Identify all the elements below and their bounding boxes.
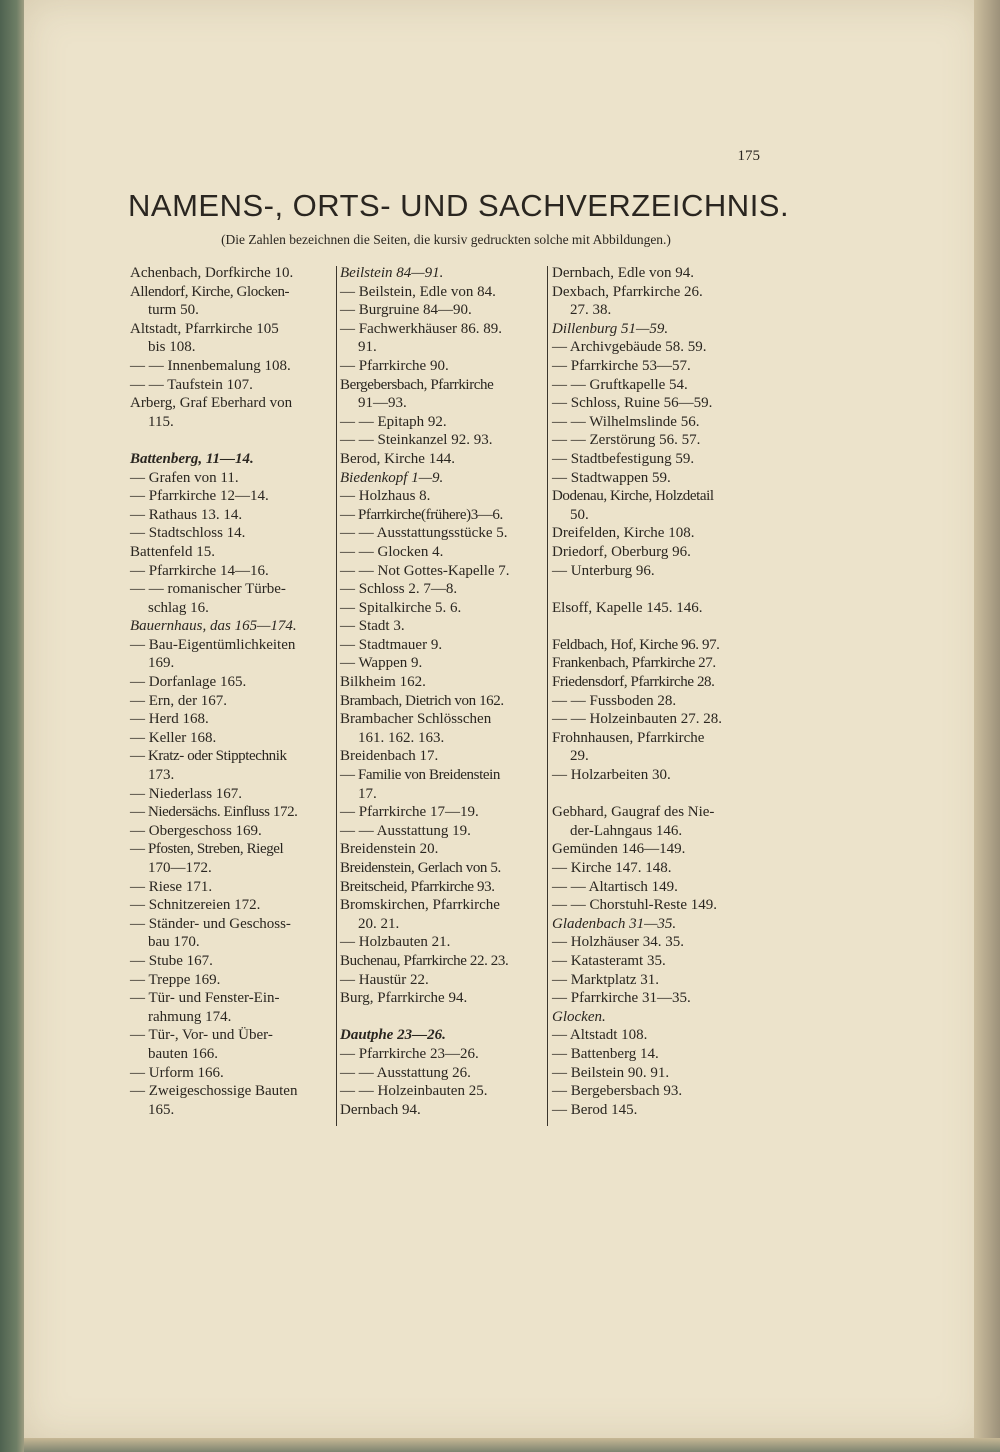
index-entry: Gladenbach 31—35.: [552, 915, 677, 932]
index-entry: — Stadt 3.: [340, 618, 405, 635]
index-entry: — Herd 168.: [130, 711, 209, 728]
index-entry: — Niedersächs. Einfluss 172.: [130, 804, 298, 821]
index-entry: Battenfeld 15.: [130, 543, 215, 560]
index-entry: — — Taufstein 107.: [130, 376, 253, 393]
index-entry: Feldbach, Hof, Kirche 96. 97.: [552, 636, 720, 653]
index-entry: — Familie von Breidenstein: [340, 767, 500, 784]
index-entry: 50.: [570, 506, 589, 523]
index-entry: Gebhard, Gaugraf des Nie-: [552, 804, 715, 821]
index-entry: Glocken.: [552, 1008, 606, 1025]
index-entry: 170—172.: [148, 860, 212, 876]
index-entry: Bromskirchen, Pfarrkirche: [340, 897, 500, 914]
index-entry: Friedensdorf, Pfarrkirche 28.: [552, 674, 715, 691]
index-entry: — — romanischer Türbe-: [130, 581, 286, 598]
index-entry: — — Fussboden 28.: [552, 692, 677, 709]
index-entry: Elsoff, Kapelle 145. 146.: [552, 599, 703, 616]
index-entry: — Pfarrkirche 23—26.: [340, 1045, 479, 1062]
index-entry: 165.: [148, 1101, 175, 1118]
index-entry: — — Not Gottes-Kapelle 7.: [340, 562, 510, 579]
index-entry: turm 50.: [148, 302, 199, 319]
index-entry: — — Steinkanzel 92. 93.: [340, 432, 493, 449]
page-bottom-edge: [24, 1438, 1000, 1452]
index-entry: Dernbach 94.: [340, 1101, 421, 1118]
index-entry: — Pfarrkirche 90.: [340, 357, 449, 374]
index-entry: — Dorfanlage 165.: [130, 674, 247, 691]
index-entry: bis 108.: [148, 339, 196, 356]
index-entry: — Pfarrkirche 53—57.: [552, 357, 691, 374]
index-entry: — Stadtschloss 14.: [130, 525, 246, 542]
index-entry: — — Ausstattungsstücke 5.: [340, 525, 508, 542]
index-entry: Gemünden 146—149.: [552, 841, 686, 858]
index-entry: — Haustür 22.: [340, 971, 429, 988]
index-entry: 27. 38.: [570, 302, 612, 319]
index-entry: bauten 166.: [148, 1045, 218, 1062]
index-entry: Brambach, Dietrich von 162.: [340, 692, 504, 709]
index-entry: — Spitalkirche 5. 6.: [340, 599, 462, 616]
index-entry: Altstadt, Pfarrkirche 105: [130, 320, 279, 337]
index-entry: — Altstadt 108.: [552, 1027, 648, 1044]
index-entry: — Stadtbefestigung 59.: [552, 450, 695, 467]
index-entry: — — Innenbemalung 108.: [130, 357, 291, 374]
index-entry: — Beilstein 90. 91.: [552, 1064, 670, 1081]
index-entry: — Holzbauten 21.: [340, 934, 451, 951]
index-entry: — — Wilhelmslinde 56.: [552, 413, 700, 430]
page-subtitle: (Die Zahlen bezeichnen die Seiten, die kursiv gedruckten solche mit Abbildungen.): [221, 232, 671, 247]
index-entry: — Schloss, Ruine 56—59.: [552, 395, 713, 412]
index-entry: 29.: [570, 748, 589, 765]
index-entry: Burg, Pfarrkirche 94.: [340, 990, 468, 1007]
index-entry: — Bau-Eigentümlichkeiten: [130, 636, 296, 653]
index-entry: 17.: [358, 785, 377, 802]
index-entry: — Unterburg 96.: [552, 562, 655, 579]
index-entry: bau 170.: [148, 934, 200, 951]
index-entry: — — Zerstörung 56. 57.: [552, 432, 701, 449]
index-entry: der-Lahngaus 146.: [570, 822, 683, 839]
index-entry: Dreifelden, Kirche 108.: [552, 525, 695, 542]
index-entry: — — Chorstuhl-Reste 149.: [552, 897, 717, 914]
index-entry: — Pfarrkirche 12—14.: [130, 488, 269, 505]
index-entry: Driedorf, Oberburg 96.: [552, 543, 691, 560]
index-entry: Breidenstein 20.: [340, 841, 439, 858]
index-entry: — Kratz- oder Stipptechnik: [130, 748, 287, 765]
index-entry: Frohnhausen, Pfarrkirche: [552, 729, 705, 746]
index-entry: 115.: [148, 413, 174, 430]
index-entry: 91.: [358, 339, 377, 356]
index-entry: Dodenau, Kirche, Holzdetail: [552, 488, 714, 505]
index-entry: 20. 21.: [358, 915, 400, 932]
index-entry: Biedenkopf 1—9.: [340, 469, 444, 486]
index-entry: — Berod 145.: [552, 1101, 638, 1118]
index-entry: — Pfarrkirche 17—19.: [340, 804, 479, 821]
page-number: 175: [737, 148, 760, 164]
index-entry: — Holzhaus 8.: [340, 488, 431, 505]
index-entry: — Wappen 9.: [340, 655, 423, 672]
index-column-2: [340, 264, 546, 1126]
index-entry: Breidenstein, Gerlach von 5.: [340, 860, 501, 876]
index-entry: Bauernhaus, das 165—174.: [130, 618, 297, 635]
index-entry: — — Holzeinbauten 25.: [340, 1083, 488, 1100]
index-entry: — — Glocken 4.: [340, 543, 444, 560]
index-entry: — Pfarrkirche 31—35.: [552, 990, 691, 1007]
index-entry: Brambacher Schlösschen: [340, 711, 492, 728]
index-entry: — Fachwerkhäuser 86. 89.: [340, 320, 503, 337]
page-edge: [974, 0, 1000, 1452]
index-entry: Bilkheim 162.: [340, 674, 426, 691]
index-entry: Bergebersbach, Pfarrkirche: [340, 376, 494, 393]
index-entry: — Stadtwappen 59.: [552, 469, 671, 486]
index-entry: — Schnitzereien 172.: [130, 897, 261, 914]
index-entry: — Ern, der 167.: [130, 692, 228, 709]
index-entry: schlag 16.: [148, 599, 209, 616]
index-entry: 161. 162. 163.: [358, 729, 445, 746]
index-entry: — Niederlass 167.: [130, 785, 243, 802]
index-entry: — Grafen von 11.: [130, 469, 239, 486]
index-entry: — Burgruine 84—90.: [340, 302, 472, 319]
index-entry: — Zweigeschossige Bauten: [130, 1083, 298, 1100]
index-entry: — Holzarbeiten 30.: [552, 767, 671, 784]
index-entry: Breitscheid, Pfarrkirche 93.: [340, 878, 495, 895]
index-entry: Arberg, Graf Eberhard von: [130, 395, 293, 412]
index-entry: — Obergeschoss 169.: [130, 822, 262, 839]
index-entry: Buchenau, Pfarrkirche 22. 23.: [340, 952, 509, 969]
index-entry: — Pfarrkirche(frühere)3—6.: [340, 506, 503, 523]
index-entry: — Holzhäuser 34. 35.: [552, 934, 685, 951]
index-entry: Breidenbach 17.: [340, 748, 439, 765]
index-entry: — — Gruftkapelle 54.: [552, 376, 688, 393]
index-entry: — Stadtmauer 9.: [340, 636, 443, 653]
index-entry: — Ständer- und Geschoss-: [130, 915, 291, 932]
index-entry: — Bergebersbach 93.: [552, 1083, 683, 1100]
column-divider: [547, 266, 548, 1126]
index-entry: — Pfarrkirche 14—16.: [130, 562, 269, 579]
index-entry: — Kirche 147. 148.: [552, 860, 672, 876]
index-entry: — Tür- und Fenster-Ein-: [130, 990, 280, 1007]
index-entry: — — Epitaph 92.: [340, 413, 447, 430]
index-entry: Achenbach, Dorfkirche 10.: [130, 265, 294, 281]
index-column-3: [552, 264, 752, 1126]
index-entry: Battenberg, 11—14.: [130, 450, 254, 467]
index-entry: — Battenberg 14.: [552, 1045, 659, 1062]
index-entry: — Riese 171.: [130, 878, 213, 895]
index-entry: rahmung 174.: [148, 1008, 232, 1025]
index-entry: — Keller 168.: [130, 729, 217, 746]
column-divider: [336, 266, 337, 1126]
index-column-1: [130, 264, 330, 1126]
index-entry: Dexbach, Pfarrkirche 26.: [552, 283, 703, 300]
index-entry: Dautphe 23—26.: [340, 1027, 446, 1044]
index-entry: Frankenbach, Pfarrkirche 27.: [552, 655, 716, 672]
index-entry: — Marktplatz 31.: [552, 971, 660, 988]
index-entry: Dillenburg 51—59.: [552, 320, 669, 337]
index-entry: Berod, Kirche 144.: [340, 450, 455, 467]
index-entry: — Archivgebäude 58. 59.: [552, 339, 707, 356]
index-entry: Beilstein 84—91.: [340, 265, 444, 281]
page-title: NAMENS-, ORTS- UND SACHVERZEICHNIS.: [128, 188, 790, 223]
index-entry: Dernbach, Edle von 94.: [552, 265, 695, 281]
index-entry: — — Ausstattung 26.: [340, 1064, 471, 1081]
index-entry: — — Altartisch 149.: [552, 878, 678, 895]
index-entry: — Schloss 2. 7—8.: [340, 581, 458, 598]
index-entry: — — Holzeinbauten 27. 28.: [552, 711, 722, 728]
index-entry: — — Ausstattung 19.: [340, 822, 471, 839]
index-entry: 173.: [148, 767, 175, 784]
index-entry: — Tür-, Vor- und Über-: [130, 1027, 273, 1044]
index-entry: Allendorf, Kirche, Glocken-: [130, 283, 290, 300]
index-entry: — Pfosten, Streben, Riegel: [130, 841, 284, 858]
index-entry: — Treppe 169.: [130, 971, 221, 988]
index-entry: 91—93.: [358, 395, 407, 412]
index-entry: — Urform 166.: [130, 1064, 224, 1081]
index-entry: — Rathaus 13. 14.: [130, 506, 243, 523]
index-entry: — Katasteramt 35.: [552, 952, 666, 969]
index-entry: 169.: [148, 655, 175, 672]
index-entry: — Beilstein, Edle von 84.: [340, 283, 496, 300]
index-entry: — Stube 167.: [130, 952, 213, 969]
